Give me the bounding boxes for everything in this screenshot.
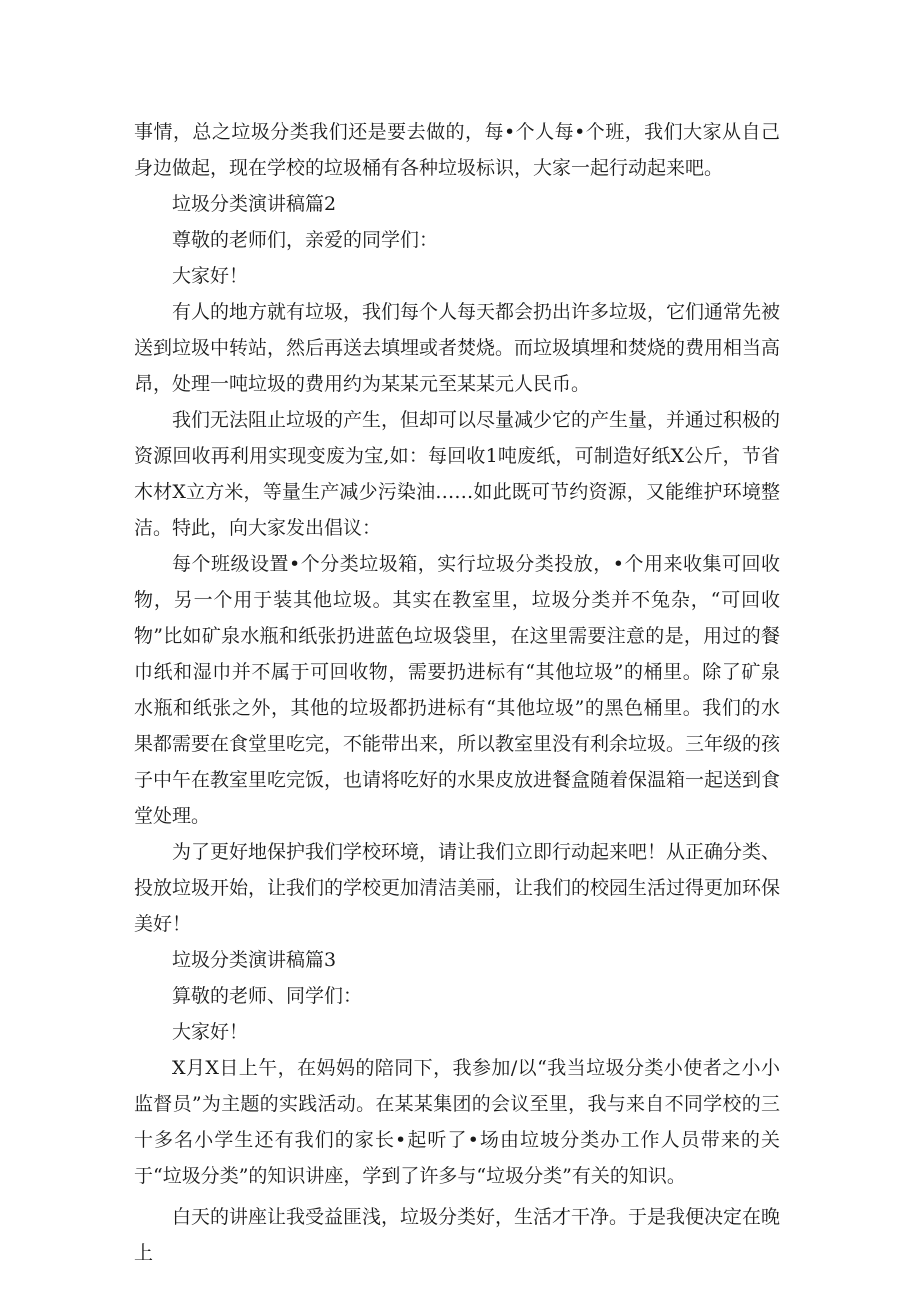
- section-heading-2: 垃圾分类演讲稿篇2: [172, 193, 337, 215]
- document-body: [134, 114, 780, 1271]
- paragraph: 有人的地方就有垃圾，我们每个人每天都会扔出许多垃圾，它们通常先被送到垃圾中转站，然后再送去填埋或者焚烧。而垃圾填埋和焚烧的费用相当高昂，处理一吨垃圾的费用约为某某元至某某元人民币。: [134, 301, 781, 395]
- paragraph-continuation: 事情，总之垃圾分类我们还是要去做的，每•个人每•个班，我们大家从自己身边做起，现在学校的垃圾桶有各种垃圾标识，大家一起行动起来吧。: [134, 121, 780, 179]
- paragraph-truncated: 白天的讲座让我受益匪浅，垃圾分类好，生活才干净。于是我便决定在晚上: [134, 1206, 781, 1264]
- paragraph: 每个班级设置•个分类垃圾箱，实行垃圾分类投放，•个用来收集可回收物，另一个用于装其他垃圾。其实在教室里，垃圾分类并不兔杂，“可回收物”比如矿泉水瓶和纸张扔进蓝色垃圾袋里，在这里需要注意的是，用过的餐巾纸和湿巾并不属于可回收物，需要扔进标有“其他垃圾”的桶里。除了矿泉水瓶和纸张之外，其他的垃圾都扔进标有“其他垃圾”的黑色桶里。我们的水果都需要在食堂里吃完，不能带出来，所以教室里没有利余垃圾。三年级的孩子中午在教室里吃完饭，也请将吃好的水果皮放进餐盒随着保温箱一起送到食堂处理。: [134, 553, 781, 827]
- salutation: 尊敬的老师们，亲爱的同学们：: [172, 229, 439, 251]
- paragraph: 我们无法阻止垃圾的产生，但却可以尽量减少它的产生量，并通过积极的资源回收再利用实现变废为宝,如：每回收1吨废纸，可制造好纸X公斤，节省木材X立方米，等量生产减少污染油……如此既可节约资源，又能维护环境整洁。特此，向大家发出倡议：: [134, 409, 781, 539]
- paragraph: X月X日上午，在妈妈的陪同下，我参加/以“我当垃圾分类小使者之小小监督员”为主题的实践活动。在某某集团的会议至里，我与来自不同学校的三十多名小学生还有我们的家长•起听了•场由垃坡分类办工作人员带来的关于“垃圾分类”的知识讲座，学到了许多与“垃圾分类”有关的知识。: [134, 1057, 780, 1187]
- paragraph: 为了更好地保护我们学校环境，请让我们立即行动起来吧！从正确分类、投放垃圾开始，让我们的学校更加清洁美丽，让我们的校园生活过得更加环保美好！: [134, 841, 781, 935]
- salutation: 算敬的老师、同学们：: [172, 985, 363, 1007]
- greeting: 大家好！: [172, 1021, 249, 1043]
- greeting: 大家好！: [172, 265, 249, 287]
- section-heading-3: 垃圾分类演讲稿篇3: [172, 949, 337, 971]
